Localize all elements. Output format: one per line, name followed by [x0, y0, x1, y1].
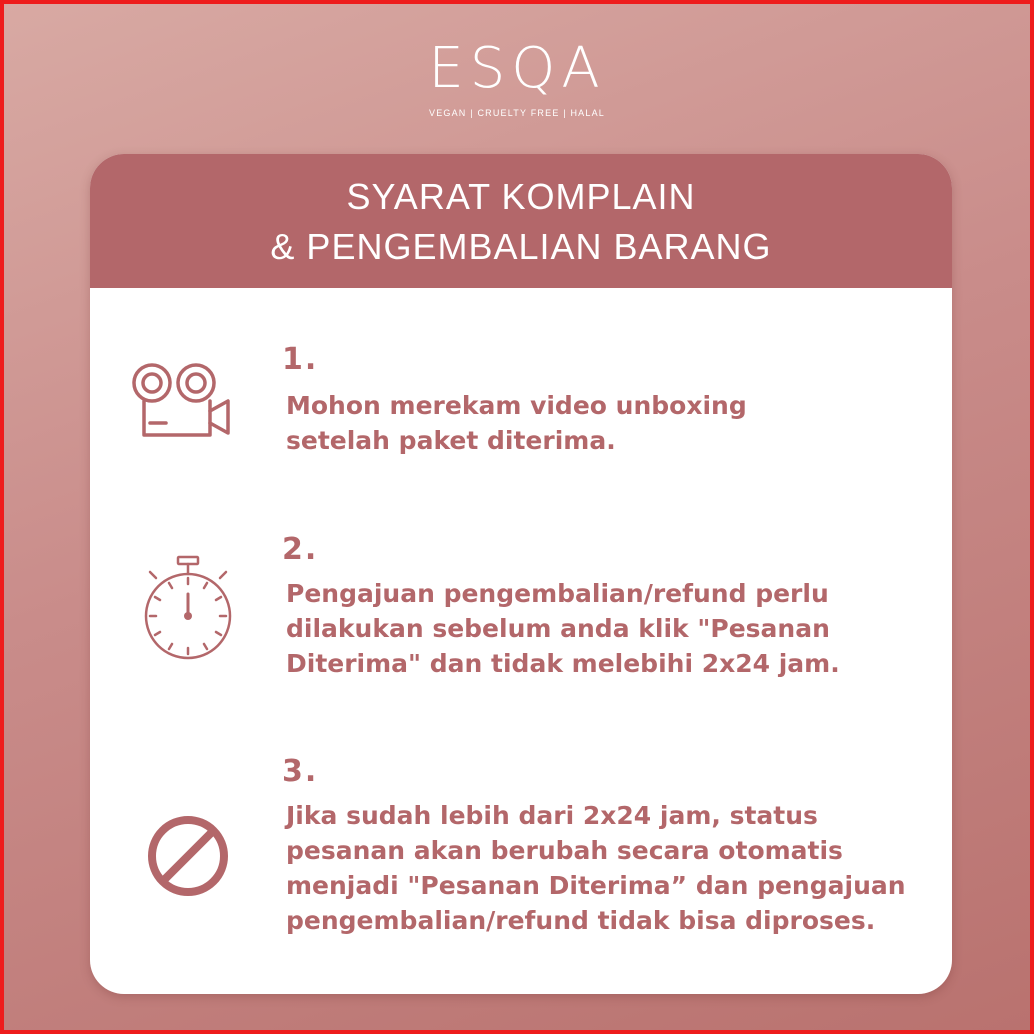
step-3-number: 3.: [282, 754, 319, 789]
info-card: [90, 154, 952, 994]
step-3-line: menjadi "Pesanan Diterima” dan pengajuan: [286, 871, 906, 900]
prohibited-icon: [146, 814, 230, 898]
brand-tagline: VEGAN | CRUELTY FREE | HALAL: [429, 108, 605, 118]
step-2-line: Diterima" dan tidak melebihi 2x24 jam.: [286, 649, 840, 678]
step-2-line: Pengajuan pengembalian/refund perlu: [286, 579, 829, 608]
step-3-line: pesanan akan berubah secara otomatis: [286, 836, 843, 865]
header-title-line1: SYARAT KOMPLAIN: [346, 176, 696, 217]
header-title-line2: & PENGEMBALIAN BARANG: [270, 226, 772, 267]
step-3-line: pengembalian/refund tidak bisa diproses.: [286, 906, 876, 935]
step-3-text: [286, 798, 926, 938]
step-1-text: [286, 388, 926, 458]
video-camera-icon: [130, 359, 234, 445]
step-1-number: 1.: [282, 342, 319, 377]
stopwatch-icon: [140, 554, 236, 662]
step-2-number: 2.: [282, 532, 319, 567]
step-1-line: Mohon merekam video unboxing: [286, 391, 747, 420]
card-header: [90, 154, 952, 288]
brand-logo: ESQA: [428, 36, 606, 101]
step-1-line: setelah paket diterima.: [286, 426, 616, 455]
step-2-text: [286, 576, 926, 681]
step-2-line: dilakukan sebelum anda klik "Pesanan: [286, 614, 830, 643]
step-3-line: Jika sudah lebih dari 2x24 jam, status: [286, 801, 818, 830]
